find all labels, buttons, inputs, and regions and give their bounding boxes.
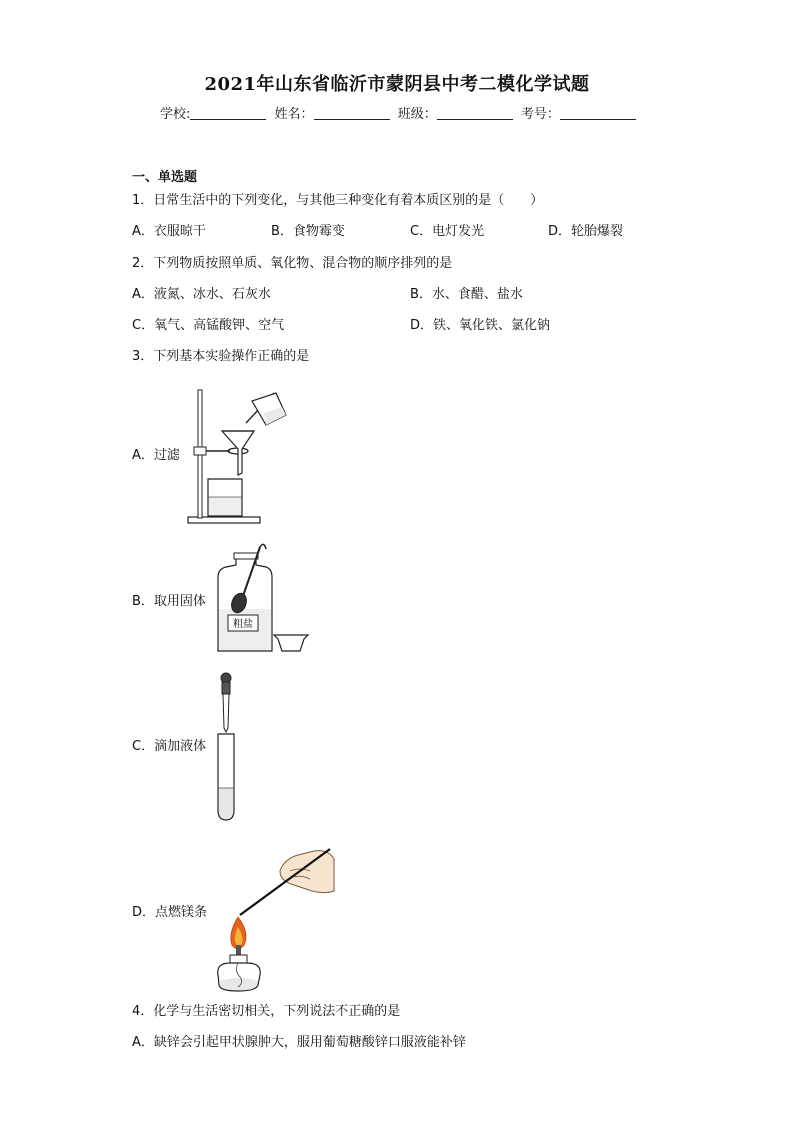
question-2-option-a[interactable]: A．液氮、冰水、石灰水 (132, 287, 271, 302)
class-blank[interactable] (437, 119, 513, 120)
question-3-stem: 3．下列基本实验操作正确的是 (132, 349, 310, 364)
section-title: 一、单选题 (132, 170, 198, 185)
school-blank[interactable] (190, 119, 266, 120)
class-label: 班级： (397, 107, 437, 122)
salt-label-text: 粗盐 (233, 619, 253, 630)
question-3-option-d[interactable]: D．点燃镁条 (132, 905, 208, 920)
filtration-apparatus-figure (186, 385, 296, 530)
name-label: 姓名： (274, 107, 314, 122)
question-1-option-b[interactable]: B．食物霉变 (271, 224, 345, 239)
burning-magnesium-figure (210, 845, 340, 995)
question-4-option-a[interactable]: A．缺锌会引起甲状腺肿大，服用葡萄糖酸锌口服液能补锌 (132, 1035, 466, 1050)
question-3-option-b[interactable]: B．取用固体 (132, 594, 206, 609)
question-3-option-c[interactable]: C．滴加液体 (132, 739, 207, 754)
question-3-option-a[interactable]: A．过滤 (132, 448, 180, 463)
question-2-option-c[interactable]: C．氧气、高锰酸钾、空气 (132, 318, 285, 333)
solid-sampling-figure (212, 543, 312, 655)
question-2-option-b[interactable]: B．水、食醋、盐水 (410, 287, 523, 302)
question-2-stem: 2．下列物质按照单质、氧化物、混合物的顺序排列的是 (132, 256, 453, 271)
name-blank[interactable] (314, 119, 390, 120)
question-1-option-d[interactable]: D．轮胎爆裂 (548, 224, 624, 239)
exam-number-blank[interactable] (560, 119, 636, 120)
question-1-option-a[interactable]: A．衣服晾干 (132, 224, 206, 239)
question-2-option-d[interactable]: D．铁、氧化铁、氯化钠 (410, 318, 551, 333)
question-4-stem: 4．化学与生活密切相关，下列说法不正确的是 (132, 1004, 401, 1019)
exam-number-label: 考号： (520, 107, 560, 122)
page-title: 2021年山东省临沂市蒙阴县中考二模化学试题 (204, 74, 590, 95)
question-1-stem: 1．日常生活中的下列变化，与其他三种变化有着本质区别的是（ ） (132, 193, 544, 208)
dropping-liquid-figure (212, 670, 242, 824)
question-1-option-c[interactable]: C．电灯发光 (410, 224, 485, 239)
school-label: 学校: (160, 107, 191, 122)
student-info-line (160, 103, 640, 122)
